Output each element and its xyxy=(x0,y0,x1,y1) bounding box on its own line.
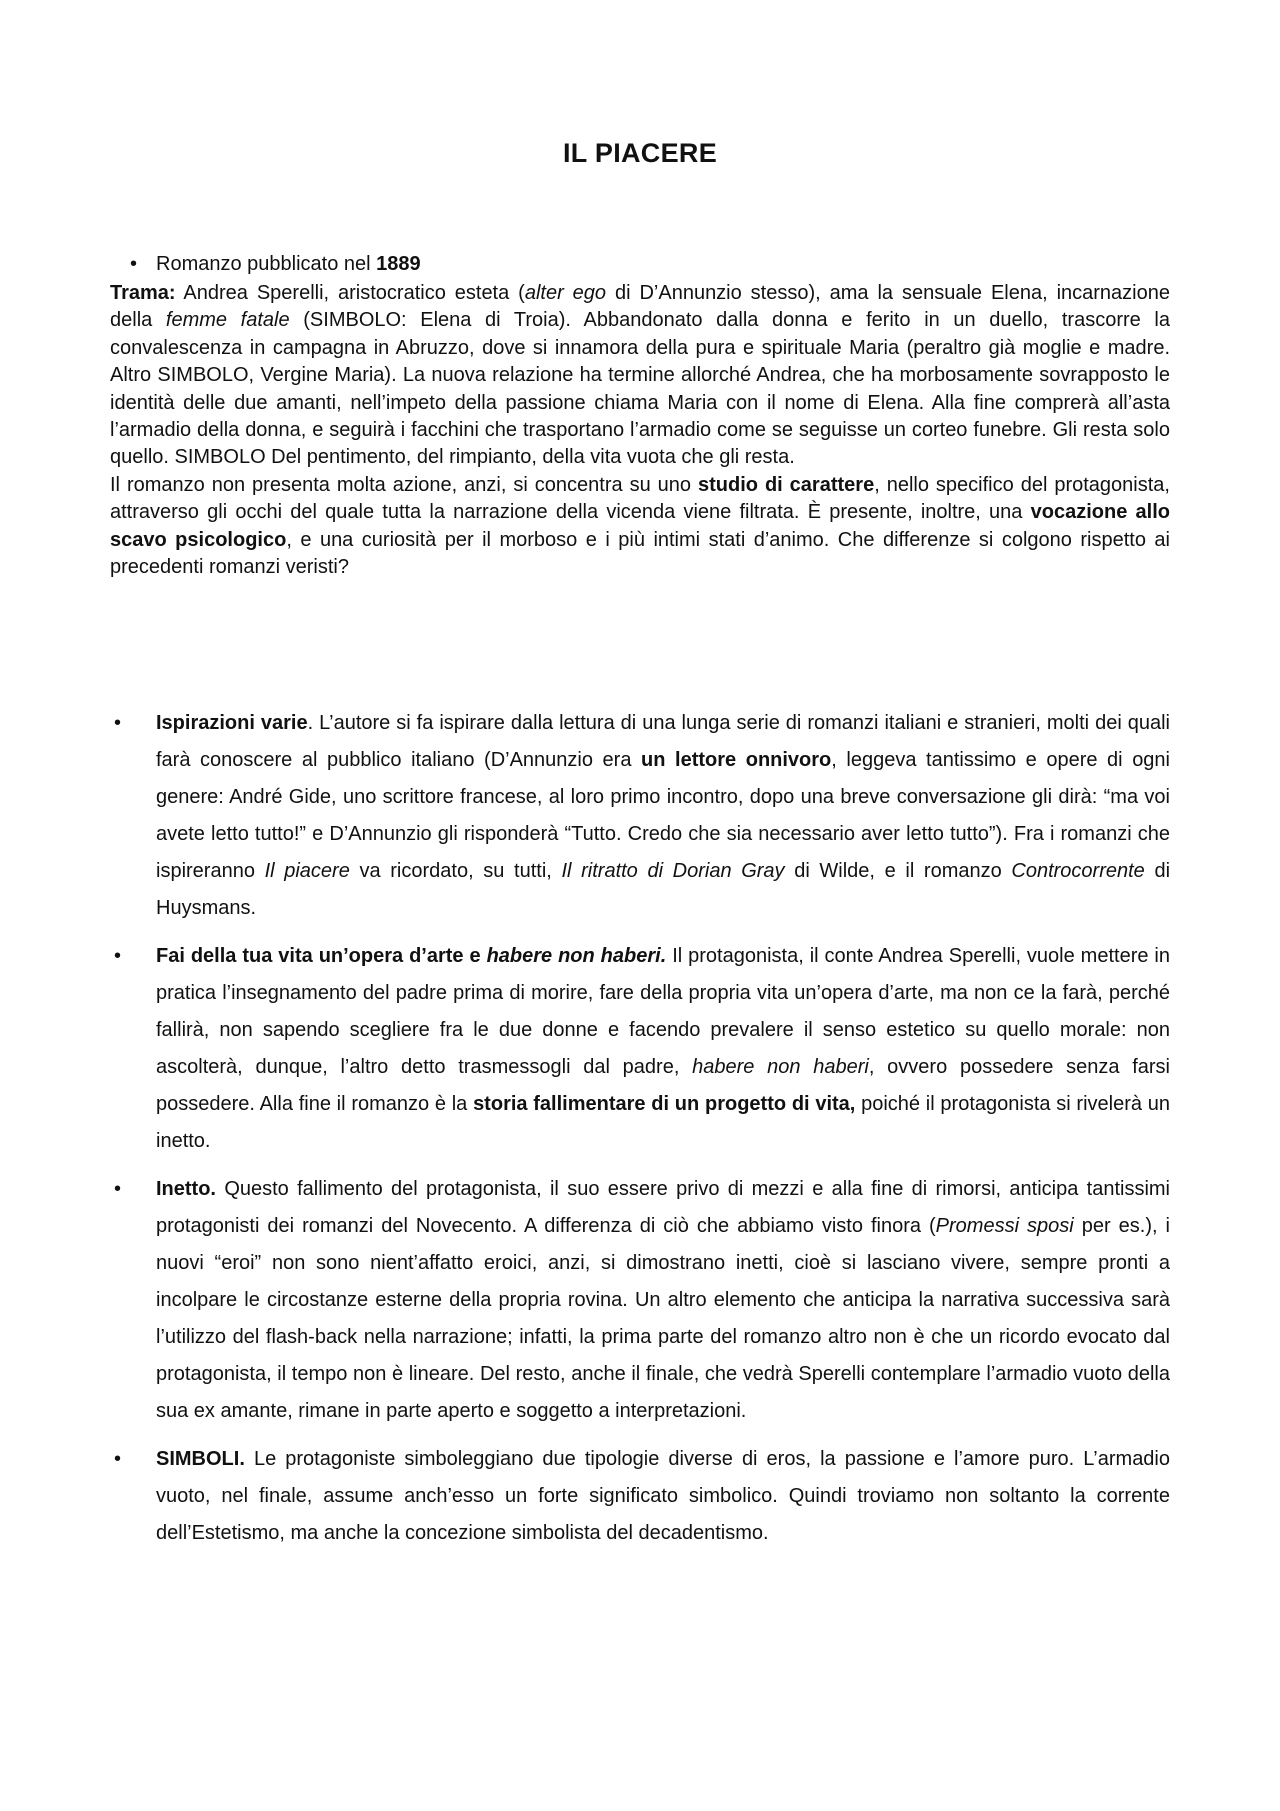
page-title: IL PIACERE xyxy=(562,138,718,168)
bullet-ispirazioni: • Ispirazioni varie. L’autore si fa ispirare dalla lettura di una lunga serie di romanzi italiani e stranieri, molti dei quali farà conoscere al pubblico italiano (D’Annunzio era un lettore onnivoro, leggeva tantissimo e opere di ogni genere: André Gide, uno scrittore francese, al loro primo incontro, dopo una breve conversazione gli dirà: “ma voi avete letto tutto!” e D’Annunzio gli risponderà “Tutto. Credo che sia necessario aver letto tutto”). Fra i romanzi che ispireranno Il piacere va ricordato, su tutti, Il ritratto di Dorian Gray di Wilde, e il romanzo Controcorrente di Huysmans. xyxy=(110,705,1170,927)
bullet-title: Fai della tua vita un’opera d’arte e habere non haberi. xyxy=(156,945,667,967)
bullet-title: Ispirazioni varie xyxy=(156,712,308,734)
bullet-icon: • xyxy=(130,253,138,275)
trama-paragraph: Trama: Andrea Sperelli, aristocratico esteta (alter ego di D’Annunzio stesso), ama la sensuale Elena, incarnazione della femme fatale (SIMBOLO: Elena di Troia). Abbandonato dalla donna e ferito in un duello, trascorre la convalescenza in campagna in Abruzzo, dove si innamora della pura e spirituale Maria (peraltro già moglie e madre. Altro SIMBOLO, Vergine Maria). La nuova relazione ha termine allorché Andrea, che ha morbosamente sovrapposto le identità delle due amanti, nell’impeto della passione chiama Maria con il nome di Elena. Alla fine comprerà all’asta l’armadio della donna, e seguirà i facchini che trasportano l’armadio come se seguisse un corteo funebre. Gli resta solo quello. SIMBOLO Del pentimento, del rimpianto, della vita vuota che gli resta. xyxy=(110,282,1170,469)
intro-section xyxy=(110,280,1170,581)
analysis-paragraph: Il romanzo non presenta molta azione, anzi, si concentra su uno studio di carattere, nello specifico del protagonista, attraverso gli occhi del quale tutta la narrazione della vicenda viene filtrata. È presente, inoltre, una vocazione allo scavo psicologico, e una curiosità per il morboso e i più intimi stati d’animo. Che differenze si colgono rispetto ai precedenti romanzi veristi? xyxy=(110,473,1170,579)
bullet-icon: • xyxy=(114,1448,122,1470)
bullet-icon: • xyxy=(114,712,122,734)
bullet-icon: • xyxy=(114,945,122,967)
bullet-title: SIMBOLI. xyxy=(156,1448,245,1470)
bullet-list xyxy=(110,705,1170,1563)
publication-text: Romanzo pubblicato nel 1889 xyxy=(156,253,421,275)
publication-year: 1889 xyxy=(376,253,421,275)
bullet-title: Inetto. xyxy=(156,1178,216,1200)
bullet-simboli: • SIMBOLI. Le protagoniste simboleggiano due tipologie diverse di eros, la passione e l’amore puro. L’armadio vuoto, nel finale, assume anch’esso un forte significato simbolico. Quindi troviamo non soltanto la corrente dell’Estetismo, ma anche la concezione simbolista del decadentismo. xyxy=(110,1441,1170,1552)
trama-label: Trama: xyxy=(110,282,176,304)
bullet-icon: • xyxy=(114,1178,122,1200)
bullet-opera-arte: • Fai della tua vita un’opera d’arte e habere non haberi. Il protagonista, il conte Andrea Sperelli, vuole mettere in pratica l’insegnamento del padre prima di morire, fare della propria vita un’opera d’arte, ma non ce la farà, perché fallirà, non sapendo scegliere fra le due donne e facendo prevalere il senso estetico su quello morale: non ascolterà, dunque, l’altro detto trasmessogli dal padre, habere non haberi, ovvero possedere senza farsi possedere. Alla fine il romanzo è la storia fallimentare di un progetto di vita, poiché il protagonista si rivelerà un inetto. xyxy=(110,938,1170,1160)
bullet-inetto: • Inetto. Questo fallimento del protagonista, il suo essere privo di mezzi e alla fine di rimorsi, anticipa tantissimi protagonisti dei romanzi del Novecento. A differenza di ciò che abbiamo visto finora (Promessi sposi per es.), i nuovi “eroi” non sono nient’affatto eroici, anzi, si dimostrano inetti, cioè si lasciano vivere, sempre pronti a incolpare le circostanze esterne della propria rovina. Un altro elemento che anticipa la narrativa successiva sarà l’utilizzo del flash-back nella narrazione; infatti, la prima parte del romanzo altro non è che un ricordo evocato dal protagonista, il tempo non è lineare. Del resto, anche il finale, che vedrà Sperelli contemplare l’armadio vuoto della sua ex amante, rimane in parte aperto e soggetto a interpretazioni. xyxy=(110,1171,1170,1430)
